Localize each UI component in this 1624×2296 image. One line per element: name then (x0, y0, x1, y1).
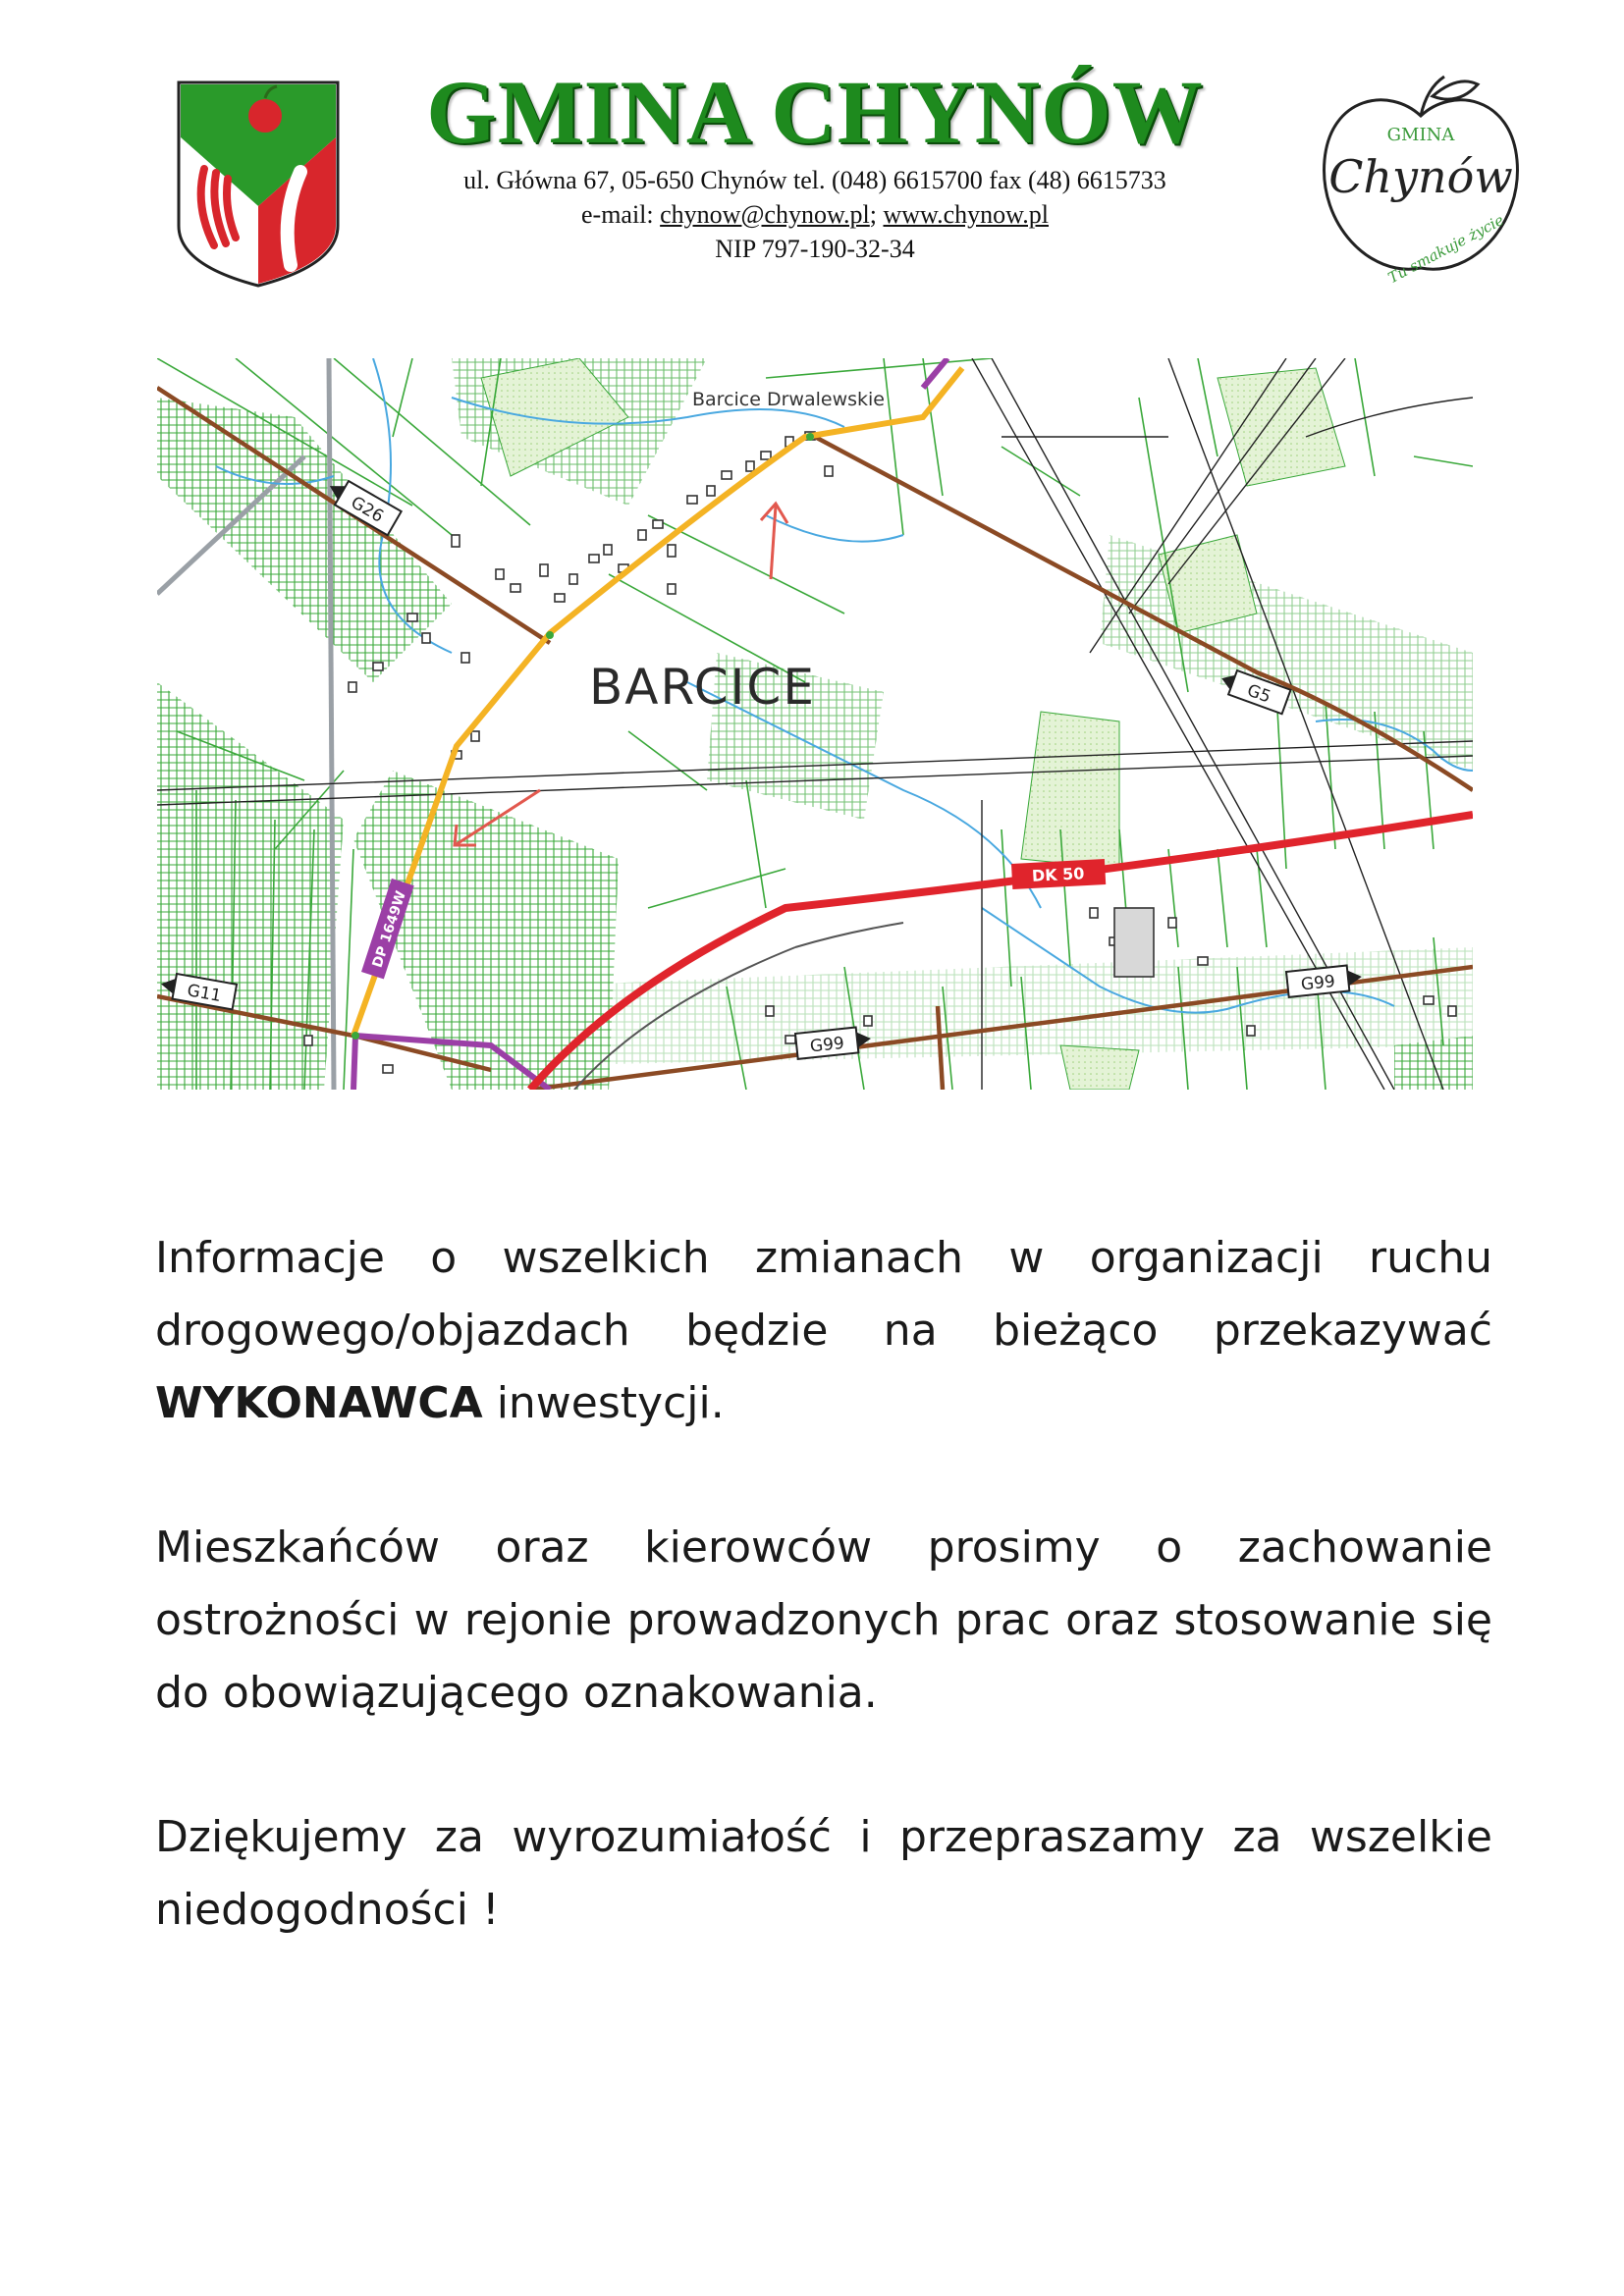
letterhead-text (383, 61, 1247, 266)
address-line: ul. Główna 67, 05-650 Chynów tel. (048) 6615700 fax (48) 6615733 (463, 166, 1166, 194)
paragraph-caution: Mieszkańców oraz kierowców prosimy o zachowanie ostrożności w rejonie prowadzonych prac oraz stosowanie się do obowiązującego oznakowania. (155, 1522, 1492, 1718)
letterhead (0, 0, 1624, 314)
gmina-apple-logo (1311, 67, 1532, 288)
sign-g26-label: G26 (347, 492, 387, 527)
logo-top-text: GMINA (1386, 125, 1455, 145)
map-label-barcice-drwalewskie: Barcice Drwalewskie (692, 389, 885, 410)
paragraph-contractor-end: inwestycji. (482, 1378, 725, 1428)
logo-tagline: Tu smakuje życie (1384, 210, 1507, 288)
contact-line (383, 197, 1247, 232)
nip-line: NIP 797-190-32-34 (715, 235, 915, 263)
paragraph-contractor-text: Informacje o wszelkich zmianach w organizacji ruchu drogowego/objazdach będzie na bieżąco przekazywać (155, 1233, 1492, 1356)
page-title: GMINA CHYNÓW (426, 62, 1204, 162)
detour-map (157, 358, 1473, 1090)
map-label-barcice: BARCICE (589, 659, 816, 716)
email-link[interactable]: chynow@chynow.pl (660, 200, 870, 229)
paragraph-contractor-info (155, 1222, 1492, 1440)
logo-script-text: Chynów (1328, 150, 1513, 203)
coat-of-arms-icon (175, 79, 342, 290)
sign-g5-label: G5 (1244, 680, 1273, 708)
contractor-label: WYKONAWCA (155, 1378, 483, 1428)
sign-dp-label: DP 1649W (369, 888, 409, 970)
contact-separator: ; (869, 200, 884, 229)
sign-g99-left-label: G99 (809, 1033, 845, 1057)
sign-dk50 (1011, 859, 1106, 889)
sign-dk50-label: DK 50 (1031, 864, 1085, 885)
website-link[interactable]: www.chynow.pl (883, 200, 1049, 229)
sign-g99-right-label: G99 (1300, 971, 1336, 995)
sign-g11-label: G11 (186, 981, 223, 1007)
paragraph-thanks: Dziękujemy za wyrozumiałość i przepraszamy za wszelkie niedogodności ! (155, 1812, 1492, 1935)
email-label: e-mail: (581, 200, 661, 229)
